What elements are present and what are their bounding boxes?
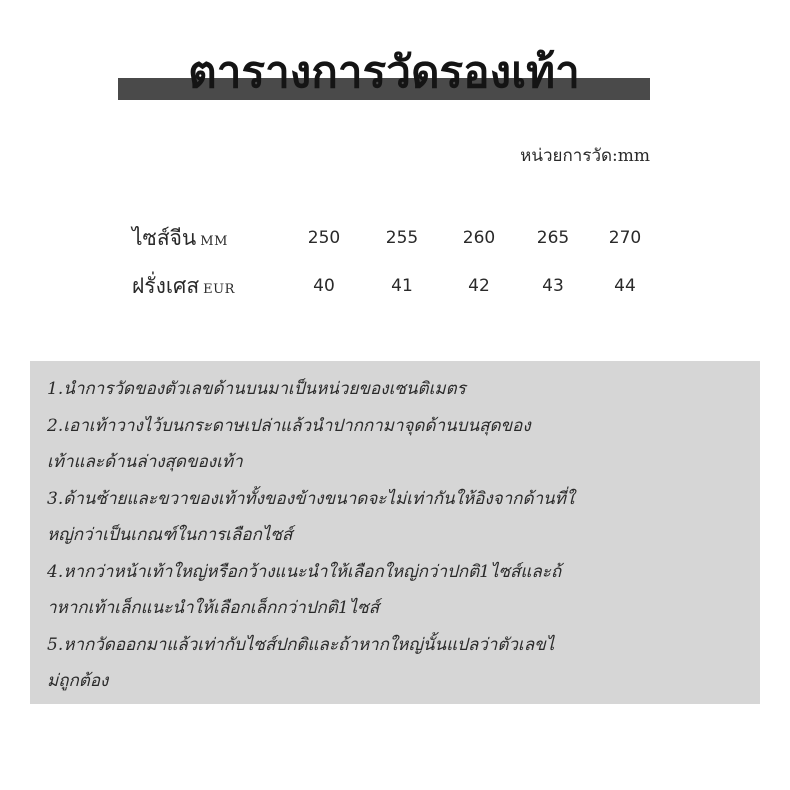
instruction-line: 2.เอาเท้าวางไว้บนกระดาษเปล่าแล้วนำปากกามาจุดด้านบนสุดของ <box>47 415 531 436</box>
row-label-text: ไซส์จีน <box>132 226 197 250</box>
instruction-line: าหากเท้าเล็กแนะนำให้เลือกเล็กกว่าปกติ1ไซส์ <box>47 598 380 618</box>
table-cell: 265 <box>536 228 570 248</box>
size-table <box>0 0 790 320</box>
table-cell: 43 <box>542 276 564 296</box>
instruction-line: 4.หากว่าหน้าเท้าใหญ่หรือกว้างแนะนำให้เลือกใหญ่กว่าปกติ1ไซส์และถ้ <box>47 561 562 582</box>
row-label-unit: EUR <box>203 282 235 297</box>
row-label-france <box>132 270 235 303</box>
measurement-unit-label: หน่วยการวัด:mm <box>520 146 650 166</box>
table-cell: 41 <box>391 276 413 296</box>
table-cell: 260 <box>462 228 496 248</box>
row-label-china <box>132 222 228 255</box>
row-label-unit: MM <box>200 234 228 249</box>
instruction-line: 5.หากวัดออกมาแล้วเท่ากับไซส์ปกติและถ้าหากใหญ่นั้นแปลว่าตัวเลขไ <box>47 634 555 655</box>
table-cell: 44 <box>614 276 636 296</box>
instruction-line: 1.นำการวัดของตัวเลขด้านบนมาเป็นหน่วยของเซนติเมตร <box>47 379 466 399</box>
instructions-list <box>47 371 752 700</box>
row-label-text: ฝรั่งเศส <box>132 274 200 298</box>
table-cell: 255 <box>385 228 419 248</box>
instruction-line: เท้าและด้านล่างสุดของเท้า <box>47 452 243 472</box>
table-cell: 40 <box>313 276 335 296</box>
table-cell: 42 <box>468 276 490 296</box>
page-title: ตารางการวัดรองเท้า <box>188 47 580 98</box>
instruction-line: ม่ถูกต้อง <box>47 671 109 691</box>
table-cell: 270 <box>608 228 642 248</box>
instructions-panel <box>30 361 760 704</box>
instruction-line: หญ่กว่าเป็นเกณฑ์ในการเลือกไซส์ <box>47 525 293 545</box>
table-cell: 250 <box>307 228 341 248</box>
instruction-line: 3.ด้านซ้ายและขวาของเท้าทั้งของข้างขนาดจะไม่เท่ากันให้อิงจากด้านที่ใ <box>47 488 575 509</box>
